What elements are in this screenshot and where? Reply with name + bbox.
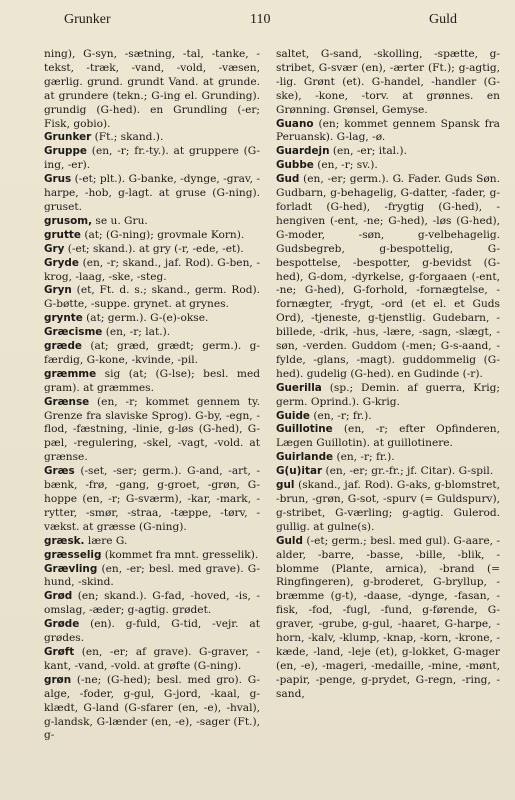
entry-text: (en; skand.). G-fad, -hoved, -is, -omslag, -æder; g-agtig. grødet. (44, 590, 260, 617)
entry-headword: grusom, (44, 214, 93, 227)
dictionary-entry (44, 312, 260, 326)
entry-text: (en, -r; sv.). (313, 159, 378, 172)
dictionary-entry (44, 145, 260, 173)
page-header (44, 12, 487, 32)
entry-headword: Grævling (44, 562, 98, 575)
dictionary-entry (44, 173, 260, 215)
dictionary-entry (44, 646, 260, 674)
dictionary-entry (44, 326, 260, 340)
entry-headword: Gud (276, 173, 300, 186)
dictionary-entry (44, 340, 260, 368)
dictionary-entry (44, 674, 260, 744)
header-left-guideword: Grunker (64, 12, 111, 27)
entry-text: (en, -r; efter Opfinderen, Lægen Guillotin). at guillotinere. (276, 423, 500, 450)
entry-headword: græsselig (44, 548, 102, 561)
entry-headword: grutte (44, 228, 81, 241)
entry-text: (sp.; Demin. af guerra, Krig; germ. Oprind.). G-krig. (276, 381, 500, 408)
dictionary-entry (44, 131, 260, 145)
entry-text: lære G. (84, 534, 128, 547)
entry-text: (-set, -ser; germ.). G-and, -art, -bænk, -frø, -gang, g-groet, -grøn, G-hoppe (en, -r; G-sværm), -kar, -mark, -rytter, -smør, -straa, -tæppe, -tørv, -vækst. at græsse (G-ning). (44, 465, 260, 533)
entry-headword: Grunker (44, 131, 92, 144)
dictionary-entry (276, 423, 500, 451)
dictionary-entry (276, 145, 500, 159)
header-right-guideword: Guld (429, 12, 457, 27)
entry-text: (Ft.; skand.). (91, 131, 164, 144)
entry-text: se u. Gru. (92, 214, 148, 227)
entry-headword: Gry (44, 242, 65, 255)
entry-text: (kommet fra mnt. gresselik). (101, 548, 259, 561)
dictionary-entry (276, 451, 500, 465)
dictionary-entry (276, 118, 500, 146)
dictionary-entry (276, 382, 500, 410)
dictionary-entry (44, 563, 260, 591)
dictionary-entry (276, 173, 500, 382)
entry-text: (en, -er; gr.-fr.; jf. Citar). G-spil. (322, 465, 494, 478)
entry-headword: gul (276, 479, 295, 492)
dictionary-entry (276, 410, 500, 424)
entry-headword: grynte (44, 312, 83, 325)
entry-text: (at; græd, grædt; germ.). g-færdig, G-kone, -kvinde, -pil. (44, 340, 260, 366)
dictionary-entry (44, 243, 260, 257)
dictionary-entry (276, 535, 500, 702)
left-column (44, 48, 260, 743)
entry-text: (en; kommet gennem Spansk fra Peruansk). G-lag, -ø. (276, 117, 500, 144)
dictionary-entry (276, 159, 500, 173)
entry-text: (en, -er; af grave). G-graver, -kant, -vand, -vold. at grøfte (G-ning). (44, 645, 260, 672)
entry-text: (en). g-fuld, G-tid, -vejr. at grødes. (44, 618, 260, 645)
entry-text: (-et; plt.). G-banke, -dynge, -grav, -harpe, -hob, g-lagt. at gruse (G-ning). gruset. (44, 173, 260, 213)
entry-headword: Guirlande (276, 451, 334, 464)
dictionary-entry (44, 465, 260, 535)
entry-text: (at; (G-ning); grovmale Korn). (80, 228, 245, 241)
entry-headword: Guillotine (276, 423, 333, 436)
entry-text: (skand., jaf. Rod). G-aks, g-blomstret, -brun, -grøn, G-sot, -spurv (= Guldspurv), g-stribet, G-værling; g-agtig. Gulerod. gullig. at gulne(s). (276, 479, 500, 533)
entry-text: (en, -er; germ.). G. Fader. Guds Søn. Gudbarn, g-behagelig, G-datter, -fader, g-forladt (G-hed), -frygtig (G-hed), -hengiven (-ent, -ne; G-hed), -løs (G-hed), G-moder, -søn, g-velbehagelig. Gudsbegreb, g-bespottelig, G-bespottelse, -bespotter, g-bevidst (G-hed), G-dom, -dyrkelse, g-forgaaen (-ent, -ne; G-hed), G-forhold, -fornægtelse, -fornægter, -frygt, -ord (et el. et Guds Ord), -tjeneste, g-tjenstlig. Gudebarn, -billede, -drik, -hus, -lære, -sagn, -slægt, -søn, -verden. Guddom (-men; G-s-aand, -fylde, -glans, -magt). guddommelig (G-hed). gudelig (G-hed). en Gudinde (-r). (276, 173, 500, 380)
entry-text: (-et; germ.; besl. med gul). G-aare, -alder, -barre, -basse, -bille, -blik, -blomme (Plante, arnica), -brand (= Ringfingeren), g-broderet, G-bryllup, -bræmme (g-t), -daase, -dynge, -fasan, -fisk, -fod, -fugl, -fund, g-førende, G-graver, -grube, g-gul, -haaret, G-harpe, -horn, -kalv, -klump, -knap, -korn, -krone, -kæde, -land, -leje (et), g-lokket, G-mager (en, -e), -mageri, -medaille, -mine, -mønt, -papir, -penge, g-prydet, G-regn, -ring, -sand, (276, 534, 500, 700)
dictionary-entry (276, 48, 500, 118)
dictionary-entry (44, 618, 260, 646)
entry-headword: Guardejn (276, 145, 330, 158)
entry-headword: Grus (44, 173, 72, 186)
entry-headword: Guide (276, 409, 310, 422)
dictionary-entry (44, 284, 260, 312)
entry-headword: Grøde (44, 618, 80, 631)
entry-text: (en, -r; fr.). (309, 409, 372, 422)
dictionary-entry (44, 368, 260, 396)
dictionary-entry (44, 396, 260, 466)
entry-text: (en, -r; fr.-ty.). at gruppere (G-ing, -er). (44, 145, 260, 172)
entry-headword: Guano (276, 117, 314, 130)
entry-headword: Grød (44, 590, 73, 603)
dictionary-entry (44, 535, 260, 549)
entry-headword: Græcisme (44, 326, 103, 339)
entry-headword: Græs (44, 465, 75, 478)
entry-text: sig (at; (G-lse); besl. med gram). at græmmes. (44, 367, 260, 394)
entry-headword: Grænse (44, 395, 90, 408)
entry-text: ning), G-syn, -sætning, -tal, -tanke, -tekst, -træk, -vand, -vold, -væsen, gærlig. grund. grundt Vand. at grunde. at grundere (tekn.; G-ing el. Grunding). grundig (G-hed). en Grundling (-er; Fisk, gobio). (44, 48, 260, 130)
entry-text: saltet, G-sand, -skolling, -spætte, g-stribet, G-svær (en), -ærter (Ft.); g-agtig, -lig. Grønt (et). G-handel, -handler (G-ske), -kone, -torv. at grønnes. en Grønning. Grønsel, Gemyse. (276, 48, 500, 116)
entry-headword: Gryn (44, 284, 72, 297)
page-number: 110 (250, 12, 271, 27)
dictionary-columns (44, 48, 500, 790)
entry-headword: Guerilla (276, 381, 322, 394)
dictionary-entry (44, 590, 260, 618)
entry-headword: Gubbe (276, 159, 314, 172)
entry-headword: græsk. (44, 534, 85, 547)
dictionary-entry (44, 215, 260, 229)
entry-text: (en, -er; ital.). (329, 145, 407, 158)
entry-headword: Guld (276, 534, 303, 547)
dictionary-entry (44, 229, 260, 243)
entry-headword: Grøft (44, 645, 75, 658)
dictionary-entry (276, 465, 500, 479)
dictionary-entry (276, 479, 500, 535)
entry-text: (en, -r; lat.). (102, 326, 171, 339)
entry-headword: græmme (44, 367, 97, 380)
entry-text: (en, -r; skand., jaf. Rod). G-ben, -krog, -laag, -ske, -steg. (44, 256, 260, 283)
entry-text: (en, -r; kommet gennem ty. Grenze fra slaviske Sprog). G-by, -egn, -flod, -fæstning, -linie, g-løs (G-hed), G-pæl, -regulering, -skel, -vagt, -vold. at grænse. (44, 395, 260, 464)
dictionary-entry (44, 48, 260, 131)
entry-text: (-et; skand.). at gry (-r, -ede, -et). (64, 242, 244, 255)
entry-text: (en, -r; fr.). (333, 451, 395, 464)
entry-headword: græde (44, 340, 82, 353)
entry-headword: Gruppe (44, 145, 87, 158)
entry-headword: Gryde (44, 256, 79, 269)
entry-text: (-ne; (G-hed); besl. med gro). G-alge, -foder, g-gul, G-jord, -kaal, g-klædt, G-land (G-sfarer (en, -e), -hval), g-landsk, G-lænder (en, -e), -sager (Ft.), g- (44, 673, 260, 742)
right-column (276, 48, 500, 702)
entry-text: (et, Ft. d. s.; skand., germ. Rod). G-bøtte, -suppe. grynet. at grynes. (44, 284, 260, 311)
dictionary-entry (44, 257, 260, 285)
dictionary-entry (44, 549, 260, 563)
entry-headword: grøn (44, 673, 72, 686)
entry-text: (en, -er; besl. med grave). G-hund, -skind. (44, 562, 260, 589)
entry-headword: G(u)itar (276, 465, 323, 478)
entry-text: (at; germ.). G-(e)-okse. (82, 312, 209, 325)
